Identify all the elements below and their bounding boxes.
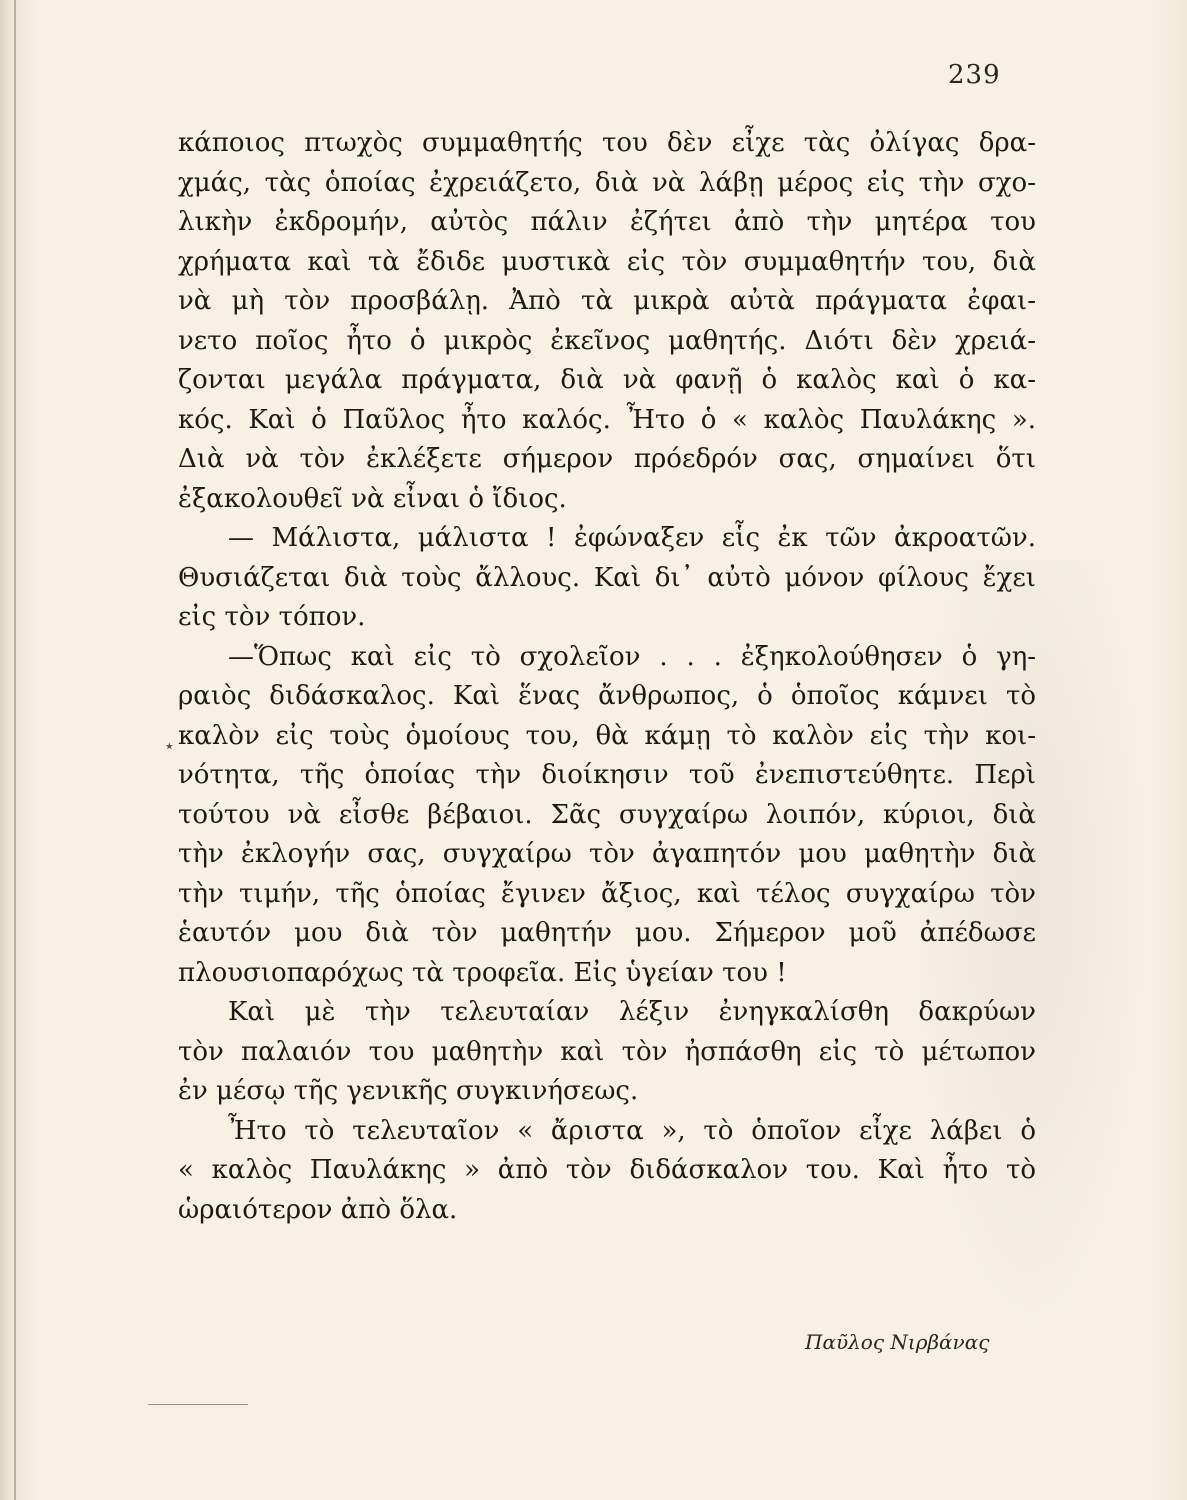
bottom-rule <box>148 1404 248 1405</box>
text-line: Ἦτο τὸ τελευταῖον « ἄριστα », τὸ ὁποῖον εἶχε λάβει ὁ <box>228 1115 1036 1146</box>
text-line: τὸν παλαιόν του μαθητὴν καὶ τὸν ἠσπάσθη εἰς τὸ μέτωπον <box>178 1036 1036 1067</box>
text-line: —Ὅπως καὶ εἰς τὸ σχολεῖον . . . ἐξηκολούθησεν ὁ γη- <box>228 641 1036 672</box>
margin-mark: ٭ <box>165 736 174 755</box>
text-line: νετο ποῖος ἦτο ὁ μικρὸς ἐκεῖνος μαθητής. Διότι δὲν χρειά- <box>178 325 1036 356</box>
text-line: χμάς, τὰς ὁποίας ἐχρειάζετο, διὰ νὰ λάβῃ μέρος εἰς τὴν σχο- <box>178 167 1036 198</box>
text-line: ἐν μέσῳ τῆς γενικῆς συγκινήσεως. <box>178 1076 639 1106</box>
text-line: τὴν ἐκλογήν σας, συγχαίρω τὸν ἀγαπητόν μου μαθητὴν διὰ <box>178 839 1036 869</box>
text-line: χρήματα καὶ τὰ ἔδιδε μυστικὰ εἰς τὸν συμμαθητήν του, διὰ <box>178 246 1036 277</box>
text-line: Καὶ μὲ τὴν τελευταίαν λέξιν ἐνηγκαλίσθη δακρύων <box>228 997 1036 1027</box>
body-text <box>178 124 1036 1230</box>
text-line: κάποιος πτωχὸς συμμαθητής του δὲν εἶχε τὰς ὀλίγας δρα- <box>178 128 1036 158</box>
text-line: τὴν τιμήν, τῆς ὁποίας ἔγινεν ἄξιος, καὶ τέλος συγχαίρω τὸν <box>178 878 1036 909</box>
text-line: ζονται μεγάλα πράγματα, διὰ νὰ φανῇ ὁ καλὸς καὶ ὁ κα- <box>178 365 1036 395</box>
text-line: τούτου νὰ εἶσθε βέβαιοι. Σᾶς συγχαίρω λοιπόν, κύριοι, διὰ <box>178 799 1036 830</box>
text-line: Διὰ νὰ τὸν ἐκλέξετε σήμερον πρόεδρόν σας, σημαίνει ὅτι <box>178 444 1036 474</box>
text-line: Θυσιάζεται διὰ τοὺς ἄλλους. Καὶ δι᾽ αὐτὸ μόνον φίλους ἔχει <box>178 562 1036 593</box>
text-line: — Μάλιστα, μάλιστα ! ἐφώναξεν εἷς ἐκ τῶν ἀκροατῶν. <box>228 523 1036 553</box>
text-line: καλὸν εἰς τοὺς ὁμοίους του, θὰ κάμῃ τὸ καλὸν εἰς τὴν κοι- <box>178 720 1036 751</box>
text-line: εἰς τὸν τόπον. <box>178 602 366 632</box>
page-gutter <box>14 0 16 1500</box>
text-line: λικὴν ἐκδρομήν, αὐτὸς πάλιν ἐζήτει ἀπὸ τὴν μητέρα του <box>178 207 1036 237</box>
text-line: νὰ μὴ τὸν προσβάλῃ. Ἀπὸ τὰ μικρὰ αὐτὰ πράγματα ἐφαι- <box>178 286 1036 316</box>
text-line: « καλὸς Παυλάκης » ἀπὸ τὸν διδάσκαλον του. Καὶ ἦτο τὸ <box>178 1155 1036 1185</box>
text-line: ἑαυτόν μου διὰ τὸν μαθητήν μου. Σήμερον μοῦ ἀπέδωσε <box>178 918 1036 948</box>
text-line: ραιὸς διδάσκαλος. Καὶ ἕνας ἄνθρωπος, ὁ ὁποῖος κάμνει τὸ <box>178 681 1036 711</box>
page-number: 239 <box>948 60 1001 90</box>
text-line: ἐξακολουθεῖ νὰ εἶναι ὁ ἴδιος. <box>178 483 567 514</box>
text-line: νότητα, τῆς ὁποίας τὴν διοίκησιν τοῦ ἐνεπιστεύθητε. Περὶ <box>178 760 1036 790</box>
author-signature: Παῦλος Νιρβάνας <box>805 1330 990 1354</box>
text-line: πλουσιοπαρόχως τὰ τροφεῖα. Εἰς ὑγείαν του ! <box>178 957 787 988</box>
text-line: ὡραιότερον ἀπὸ ὅλα. <box>178 1194 458 1225</box>
text-line: κός. Καὶ ὁ Παῦλος ἦτο καλός. Ἦτο ὁ « καλὸς Παυλάκης ». <box>178 404 1036 435</box>
